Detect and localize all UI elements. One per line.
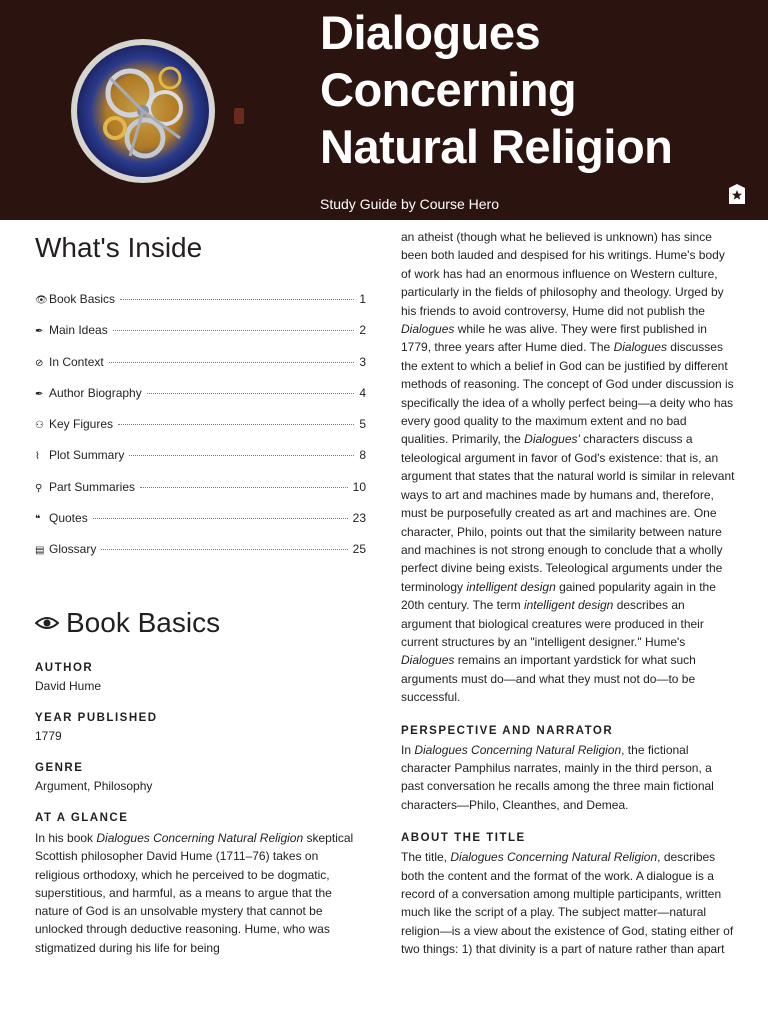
- toc-item[interactable]: ⌇ Plot Summary 8: [35, 448, 366, 463]
- toc-title: What's Inside: [35, 232, 203, 263]
- compass-icon: ⊘: [35, 357, 44, 369]
- author-label: AUTHOR: [35, 662, 94, 674]
- toc-item[interactable]: ✒ Main Ideas 2: [35, 323, 366, 338]
- quotes-icon: ❝: [35, 514, 41, 526]
- table-of-contents: [35, 292, 366, 574]
- toc-item[interactable]: ⚇ Key Figures 5: [35, 417, 366, 432]
- magnifier-icon: ⚲: [35, 482, 43, 494]
- glossary-icon: ▤: [35, 545, 45, 557]
- toc-item[interactable]: ▤ Glossary 25: [35, 542, 366, 557]
- eye-icon: 👁: [35, 295, 48, 306]
- book-title: Dialogues Concerning Natural Religion: [320, 6, 673, 173]
- year-group: [35, 710, 365, 745]
- line-chart-icon: ⌇: [35, 451, 40, 463]
- author-value: David Hume: [35, 679, 102, 693]
- pen-nib-icon: ✒: [35, 326, 44, 338]
- year-label: YEAR PUBLISHED: [35, 712, 158, 724]
- emblem-crown: [234, 108, 244, 124]
- course-hero-star-icon: [728, 184, 746, 204]
- figures-icon: ⚇: [35, 420, 44, 432]
- perspective-text: In Dialogues Concerning Natural Religion, the fictional character Pamphilus narrates, mainly in the third person, a past conversation he recalls among the three main fictional characters—Philo, Cleanthes, and Demea.: [401, 742, 714, 812]
- glance-label: AT A GLANCE: [35, 812, 129, 824]
- glance-group: [35, 810, 365, 957]
- book-basics-section: [35, 606, 365, 957]
- glance-text: In his book Dialogues Concerning Natural Religion skeptical Scottish philosopher David Hume (1711–76) takes on religious orthodoxy, which he perceived to be dogmatic, superstitious, and harmful, as a means to argue that the nature of God is an unsolvable mystery that cannot be unlocked through deductive reasoning. Hume, who was stigmatized during his life for being: [35, 831, 354, 955]
- study-guide-subtitle: Study Guide by Course Hero: [320, 196, 499, 212]
- author-group: [35, 660, 365, 695]
- header-banner: [0, 0, 768, 220]
- clockwork-emblem-icon: [70, 38, 216, 184]
- perspective-label: PERSPECTIVE AND NARRATOR: [401, 724, 614, 737]
- about-title-label: ABOUT THE TITLE: [401, 832, 526, 845]
- year-value: 1779: [35, 729, 62, 743]
- genre-value: Argument, Philosophy: [35, 779, 153, 793]
- toc-item[interactable]: ⚲ Part Summaries 10: [35, 479, 366, 494]
- pen-nib-icon: ✒: [35, 388, 44, 400]
- genre-group: [35, 760, 365, 795]
- right-column: [401, 228, 735, 959]
- genre-label: GENRE: [35, 762, 84, 774]
- about-title-text: The title, Dialogues Concerning Natural Religion, describes both the content and the format of the work. A dialogue is a record of a conversation among multiple participants, written much like the script of a play. The subject matter—natural religion—is a view about the existence of God, stating either of two things: 1) that divinity is a part of nature rather than apart: [401, 850, 734, 957]
- toc-item[interactable]: 👁 Book Basics 1: [35, 292, 366, 306]
- toc-item[interactable]: ⊘ In Context 3: [35, 354, 366, 369]
- toc-item[interactable]: ✒ Author Biography 4: [35, 385, 366, 400]
- book-basics-heading: Book Basics: [35, 606, 365, 640]
- overview-paragraph: an atheist (though what he believed is unknown) has since been both lauded and despised for his writings. Hume's body of work has had an enormous influence on Western culture, particularly in the fields of philosophy and theology. Urged by his friends to avoid controversy, Hume did not publish the Dialogues while he was alive. They were first published in 1779, three years after Hume died. The Dialogues discusses the extent to which a belief in God can be justified by different methods of reasoning. The concept of God under discussion is specifically the idea of a wholly perfect being—a deity who has every good quality to the maximum extent and no bad qualities. Primarily, the Dialogues' characters discuss a teleological argument in favor of God's existence: that is, an argument that states that the natural world is similar in relevant ways to art and machines made by humans and, therefore, must be purposefully created as art and machines are. One character, Philo, points out that the similarity between nature and machines is not strong enough to conclude that a wholly perfect divine being exists. Teleological arguments under the terminology intelligent design gained popularity again in the 20th century. The term intelligent design describes an argument that biological creatures were produced in their current structures by an "intelligent designer." Hume's Dialogues remains an important yardstick for what such arguments must do—and what they must not do—to be successful.: [401, 230, 735, 705]
- toc-item[interactable]: ❝ Quotes 23: [35, 511, 366, 526]
- eye-icon: [35, 616, 59, 630]
